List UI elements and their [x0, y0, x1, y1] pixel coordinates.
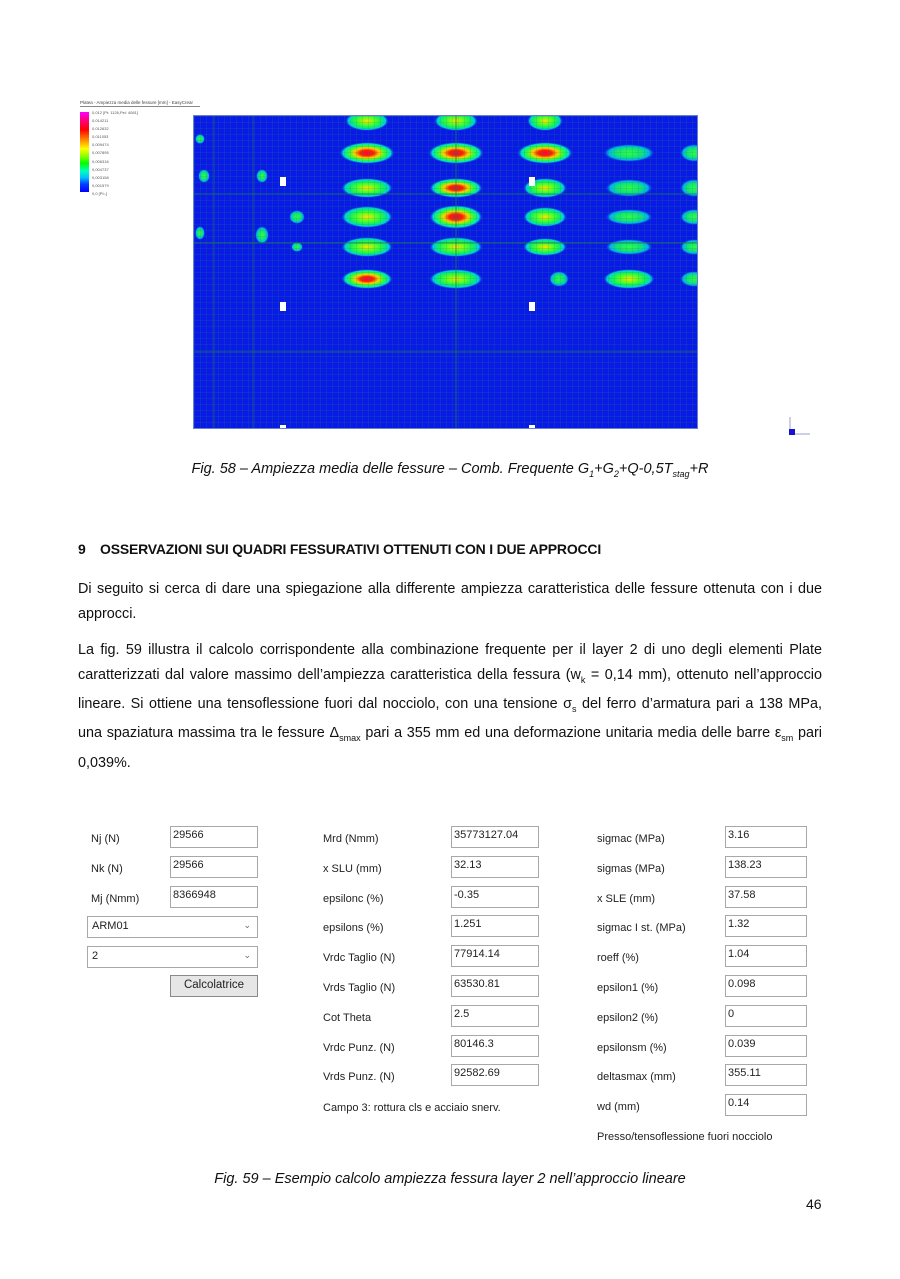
caption-text: +G [594, 461, 614, 477]
field-label: epsilon1 (%) [597, 982, 659, 994]
column-support [280, 177, 286, 186]
caption-text: +Q-0,5T [618, 461, 673, 477]
result-value-field[interactable]: 355.11 [725, 1064, 807, 1086]
legend-label: 0,001579 [92, 182, 109, 188]
paragraph-fig59-description [78, 638, 822, 775]
caption-subscript: stag [672, 468, 690, 479]
legend-label: 0,003158 [92, 174, 109, 180]
result-value-field[interactable]: 63530.81 [451, 975, 539, 997]
result-value-field[interactable]: 0.039 [725, 1035, 807, 1057]
field-label: Nj (N) [91, 833, 120, 845]
reinforcement-select[interactable] [87, 916, 258, 938]
result-value-field[interactable]: 3.16 [725, 826, 807, 848]
field-label: Vrds Taglio (N) [323, 982, 396, 994]
result-value-field[interactable]: 77914.14 [451, 945, 539, 967]
failure-mode-status: Campo 3: rottura cls e acciaio snerv. [323, 1102, 501, 1114]
field-label: Mrd (Nmm) [323, 833, 379, 845]
paragraph-text: del ferro d’armatura pari a 138 MPa, una spaziatura massima tra le fessure Δ [78, 695, 822, 742]
legend-labels [92, 109, 138, 198]
result-value-field[interactable]: 0.14 [725, 1094, 807, 1116]
result-value-field[interactable]: 37.58 [725, 886, 807, 908]
chevron-down-icon: ⌄ [243, 950, 251, 960]
field-label: sigmac I st. (MPa) [597, 922, 686, 935]
section-number: 9 [78, 541, 86, 557]
calcolatrice-button[interactable]: Calcolatrice [170, 975, 258, 997]
caption-text: Fig. 58 – Ampiezza media delle fessure – Comb. Frequente G [191, 461, 590, 477]
field-label: Nk (N) [91, 863, 123, 875]
legend-label: 0,0 [Pt:-] [92, 190, 108, 196]
result-value-field[interactable]: 1.32 [725, 915, 807, 937]
mesh-grid [194, 116, 697, 428]
paragraph-text: = 0,14 mm), ottenuto nell’approccio lineare. Si ottiene una tensoflessione fuori dal nocciolo, con una tensione σ [78, 666, 822, 712]
column-support [529, 177, 535, 186]
contour-svg [194, 116, 697, 428]
contour-legend [80, 100, 200, 199]
field-label: sigmas (MPa) [597, 862, 665, 875]
section-state-status: Presso/tensoflessione fuori nocciolo [597, 1131, 773, 1143]
paragraph-subscript: smax [339, 733, 361, 744]
legend-label: 0,004737 [92, 166, 109, 172]
column-support [529, 425, 535, 428]
chevron-down-icon: ⌄ [243, 920, 251, 930]
field-label: epsilons (%) [323, 922, 384, 935]
field-label: wd (mm) [597, 1101, 640, 1114]
field-label: x SLE (mm) [597, 892, 656, 905]
column-support [280, 302, 286, 311]
legend-label: 0,012 [Pt: 1126,Pel: 4081] [92, 110, 138, 115]
section-title: OSSERVAZIONI SUI QUADRI FESSURATIVI OTTENUTI CON I DUE APPROCCI [100, 541, 602, 557]
legend-title: Platea - Ampiezza media delle fessure [mm] - EasyCrear [80, 100, 200, 107]
legend-label: 0,014211 [92, 118, 109, 124]
paragraph-text: pari 0,039%. [78, 725, 822, 771]
legend-color-bar [80, 112, 89, 192]
mj-input[interactable]: 8366948 [170, 886, 258, 908]
select-value: 2 [92, 950, 99, 962]
field-label: deltasmax (mm) [597, 1071, 676, 1084]
legend-label: 0,007895 [92, 150, 109, 156]
result-value-field[interactable]: 80146.3 [451, 1035, 539, 1057]
result-value-field[interactable]: 1.251 [451, 915, 539, 937]
result-value-field[interactable]: 1.04 [725, 945, 807, 967]
column-support [280, 425, 286, 428]
nj-input[interactable]: 29566 [170, 826, 258, 848]
axis-triad-icon [786, 414, 816, 440]
nk-input[interactable]: 29566 [170, 856, 258, 878]
result-value-field[interactable]: 32.13 [451, 856, 539, 878]
field-label: epsilonsm (%) [597, 1041, 667, 1054]
caption-subscript: 1 [589, 468, 595, 479]
legend-label: 0,012632 [92, 126, 109, 132]
result-value-field[interactable]: 0.098 [725, 975, 807, 997]
result-value-field[interactable]: 0 [725, 1005, 807, 1027]
field-label: Mj (Nmm) [91, 893, 140, 905]
column-support [529, 302, 535, 311]
select-value: ARM01 [92, 920, 129, 932]
legend-label: 0,009474 [92, 142, 109, 148]
field-label: Vrdc Taglio (N) [323, 952, 396, 965]
legend-label: 0,011053 [92, 134, 109, 140]
caption-text: +R [689, 461, 709, 477]
field-label: Vrds Punz. (N) [323, 1071, 395, 1084]
field-label: Vrdc Punz. (N) [323, 1041, 395, 1054]
paragraph-subscript: k [580, 674, 586, 685]
figure-59-caption: Fig. 59 – Esempio calcolo ampiezza fessura layer 2 nell’approccio lineare [214, 1171, 686, 1187]
legend-label: 0,006316 [92, 158, 109, 164]
paragraph-text: pari a 355 mm ed una deformazione unitaria media delle barre ε [360, 725, 782, 742]
paragraph-intro: Di seguito si cerca di dare una spiegazione alla differente ampiezza caratteristica delle fessure ottenuta con i due approcci. [78, 581, 822, 622]
paragraph-subscript: s [571, 703, 577, 714]
caption-subscript: 2 [613, 468, 619, 479]
field-label: Cot Theta [323, 1011, 372, 1024]
field-label: roeff (%) [597, 952, 639, 965]
result-value-field[interactable]: 35773127.04 [451, 826, 539, 848]
paragraph-text: La fig. 59 illustra il calcolo corrispondente alla combinazione frequente per il layer 2 di uno degli elementi Plate caratterizzati dal valore massimo dell’ampiezza caratteristica della fessura (w [78, 642, 822, 683]
section-heading [78, 541, 601, 557]
figure-58-caption [0, 461, 900, 479]
result-value-field[interactable]: 92582.69 [451, 1064, 539, 1086]
layer-select[interactable] [87, 946, 258, 968]
field-label: sigmac (MPa) [597, 833, 665, 845]
crack-width-contour-plot [193, 115, 698, 429]
page-number: 46 [806, 1196, 822, 1212]
result-value-field[interactable]: 138.23 [725, 856, 807, 878]
result-value-field[interactable]: -0.35 [451, 886, 539, 908]
field-label: x SLU (mm) [323, 862, 382, 875]
field-label: epsilon2 (%) [597, 1011, 659, 1024]
result-value-field[interactable]: 2.5 [451, 1005, 539, 1027]
paragraph-subscript: sm [781, 733, 794, 744]
field-label: epsilonc (%) [323, 892, 384, 905]
